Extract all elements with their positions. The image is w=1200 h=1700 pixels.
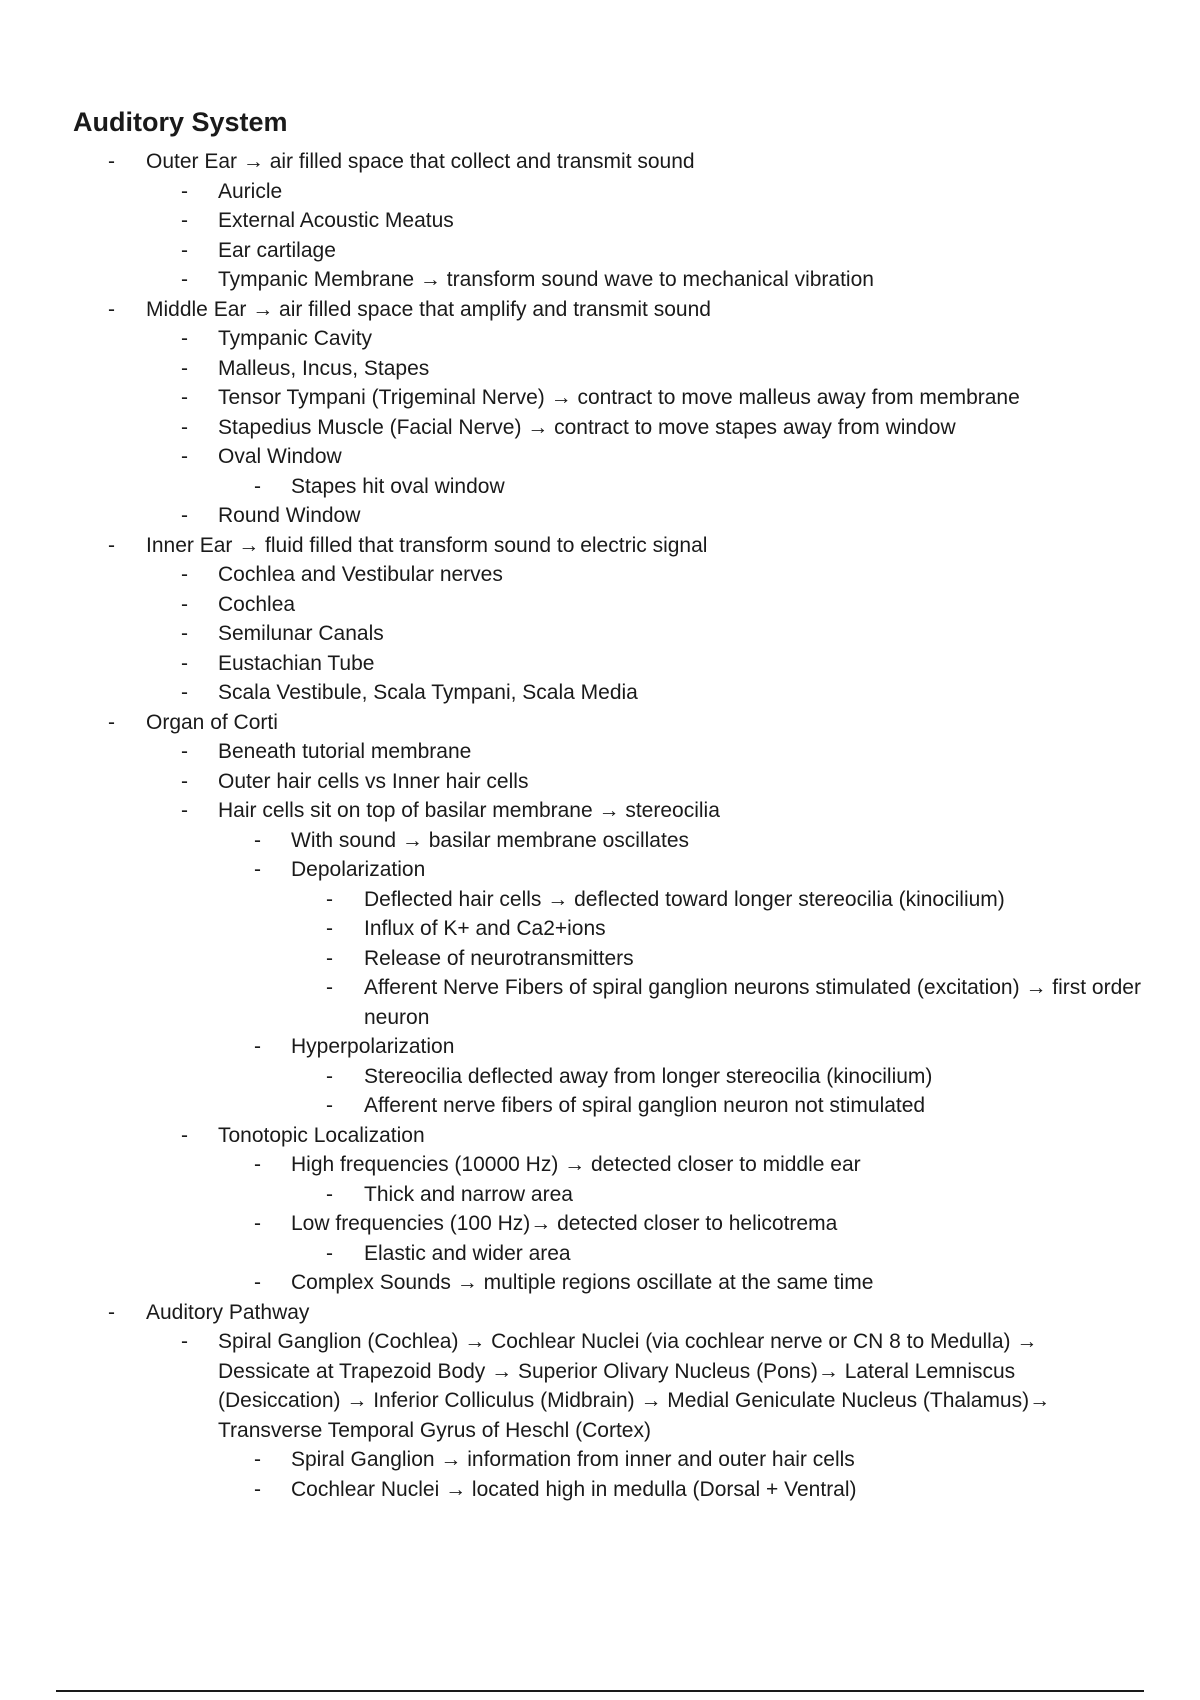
- list-item-text: Low frequencies (100 Hz)→ detected closer to helicotrema: [291, 1212, 838, 1235]
- bullet-dash: -: [181, 268, 188, 291]
- list-item-text: Hyperpolarization: [291, 1035, 455, 1058]
- list-item-text: Influx of K+ and Ca2+ions: [364, 917, 606, 940]
- list-item: [0, 1298, 1200, 1328]
- list-item: [0, 354, 1200, 384]
- list-item: [0, 1150, 1200, 1180]
- list-item-text: Malleus, Incus, Stapes: [218, 356, 430, 380]
- list-item-text: Oval Window: [218, 445, 342, 468]
- list-item: [0, 1475, 1200, 1505]
- list-item: [0, 796, 1200, 826]
- bullet-dash: -: [181, 445, 188, 468]
- bullet-dash: -: [181, 1330, 188, 1353]
- list-item: [0, 855, 1200, 885]
- list-item-text: Cochlear Nuclei → located high in medulla (Dorsal + Ventral): [291, 1477, 857, 1501]
- bullet-dash: -: [181, 1123, 188, 1147]
- bullet-dash: -: [108, 533, 115, 557]
- page-title: Auditory System: [73, 107, 288, 137]
- bullet-dash: -: [326, 1064, 333, 1088]
- list-item-text: Tonotopic Localization: [218, 1123, 425, 1147]
- list-item-text: Thick and narrow area: [364, 1182, 573, 1206]
- bullet-dash: -: [181, 740, 188, 763]
- list-item-text: Organ of Corti: [146, 710, 278, 734]
- list-item: [0, 1268, 1200, 1298]
- list-item-text: Outer hair cells vs Inner hair cells: [218, 769, 529, 793]
- list-item-text: Stereocilia deflected away from longer stereocilia (kinocilium): [364, 1064, 933, 1088]
- list-item: [0, 501, 1200, 531]
- list-item-text: Afferent Nerve Fibers of spiral ganglion neurons stimulated (excitation) → first order neuron: [364, 976, 1141, 1029]
- footer-divider: [56, 1690, 1144, 1692]
- list-item: [0, 177, 1200, 207]
- list-item-text: Complex Sounds → multiple regions oscillate at the same time: [291, 1271, 874, 1294]
- list-item-text: External Acoustic Meatus: [218, 209, 454, 232]
- list-item-text: Ear cartilage: [218, 238, 336, 262]
- bullet-dash: -: [108, 710, 115, 734]
- list-item: [0, 737, 1200, 767]
- list-item: [0, 1239, 1200, 1269]
- bullet-dash: -: [181, 504, 188, 527]
- list-item-text: Hair cells sit on top of basilar membrane → stereocilia: [218, 799, 720, 822]
- list-item-text: Middle Ear → air filled space that amplify and transmit sound: [146, 297, 711, 321]
- list-item: [0, 265, 1200, 295]
- list-item-text: Elastic and wider area: [364, 1241, 571, 1265]
- list-item: [0, 560, 1200, 590]
- list-item: [0, 914, 1200, 944]
- list-item: [0, 1445, 1200, 1475]
- list-item-text: Semilunar Canals: [218, 622, 384, 645]
- list-item: [0, 236, 1200, 266]
- bullet-dash: -: [181, 327, 188, 350]
- list-item-text: Cochlea: [218, 592, 296, 616]
- list-item-text: Inner Ear → fluid filled that transform sound to electric signal: [146, 533, 708, 557]
- list-item: [0, 531, 1200, 561]
- list-item-text: Tympanic Cavity: [218, 327, 373, 350]
- list-item: [0, 472, 1200, 502]
- list-item: [0, 1062, 1200, 1092]
- list-item: [0, 1327, 1110, 1445]
- bullet-dash: -: [181, 622, 188, 645]
- list-item: [0, 649, 1200, 679]
- list-item-text: Outer Ear → air filled space that collect and transmit sound: [146, 150, 695, 173]
- list-item-text: Spiral Ganglion (Cochlea) → Cochlear Nuclei (via cochlear nerve or CN 8 to Medulla) → Dessicate at Trapezoid Body → Superior Olivary Nucleus (Pons)→ Lateral Lemniscus (Desiccation) → Inferior Colliculus (Midbrain) → Medial Geniculate Nucleus (Thalamus)→ Transverse Temporal Gyrus of Heschl (Cortex): [218, 1330, 1051, 1442]
- bullet-dash: -: [254, 1477, 261, 1501]
- list-item-text: Depolarization: [291, 858, 426, 881]
- list-item-text: Afferent nerve fibers of spiral ganglion neuron not stimulated: [364, 1094, 926, 1117]
- list-item: [0, 678, 1200, 708]
- list-item-text: Cochlea and Vestibular nerves: [218, 563, 503, 586]
- bullet-dash: -: [254, 858, 261, 881]
- list-item: [0, 1032, 1200, 1062]
- list-item: [0, 708, 1200, 738]
- bullet-dash: -: [326, 887, 333, 911]
- list-item-text: Scala Vestibule, Scala Tympani, Scala Media: [218, 681, 638, 704]
- list-item: [0, 1121, 1200, 1151]
- bullet-dash: -: [108, 297, 115, 321]
- bullet-dash: -: [254, 1035, 261, 1058]
- bullet-dash: -: [181, 592, 188, 616]
- list-item: [0, 826, 1200, 856]
- list-item: [0, 442, 1200, 472]
- list-item-text: Stapedius Muscle (Facial Nerve) → contract to move stapes away from window: [218, 415, 956, 439]
- bullet-dash: -: [326, 976, 333, 999]
- bullet-dash: -: [181, 415, 188, 439]
- bullet-dash: -: [181, 799, 188, 822]
- bullet-dash: -: [181, 209, 188, 232]
- list-item-text: Deflected hair cells → deflected toward longer stereocilia (kinocilium): [364, 887, 1005, 911]
- bullet-dash: -: [181, 386, 188, 409]
- bullet-dash: -: [254, 1271, 261, 1294]
- list-item-text: Tympanic Membrane → transform sound wave to mechanical vibration: [218, 268, 874, 291]
- bullet-dash: -: [326, 1241, 333, 1265]
- list-item-text: Round Window: [218, 504, 361, 527]
- bullet-dash: -: [108, 150, 115, 173]
- list-item: [0, 383, 1200, 413]
- bullet-dash: -: [181, 356, 188, 380]
- list-item-text: Release of neurotransmitters: [364, 946, 634, 970]
- list-item-text: Auricle: [218, 179, 283, 203]
- list-item: [0, 885, 1200, 915]
- bullet-dash: -: [326, 1094, 333, 1117]
- bullet-dash: -: [326, 946, 333, 970]
- list-item: [0, 413, 1200, 443]
- list-item-text: Spiral Ganglion → information from inner and outer hair cells: [291, 1448, 855, 1471]
- list-item: [0, 590, 1200, 620]
- list-item: [0, 944, 1200, 974]
- bullet-dash: -: [181, 238, 188, 262]
- list-item: [0, 324, 1200, 354]
- bullet-dash: -: [254, 1212, 261, 1235]
- list-item: [0, 295, 1200, 325]
- list-item-text: Tensor Tympani (Trigeminal Nerve) → contract to move malleus away from membrane: [218, 386, 1020, 409]
- list-item-text: Beneath tutorial membrane: [218, 740, 472, 763]
- list-item-text: High frequencies (10000 Hz) → detected closer to middle ear: [291, 1153, 861, 1176]
- list-item-text: Auditory Pathway: [146, 1300, 310, 1324]
- bullet-dash: -: [181, 651, 188, 675]
- list-item: [0, 1180, 1200, 1210]
- list-item: [0, 973, 1144, 1032]
- list-item: [0, 619, 1200, 649]
- list-item: [0, 1209, 1200, 1239]
- bullet-dash: -: [254, 828, 261, 852]
- bullet-dash: -: [181, 769, 188, 793]
- list-item-text: Eustachian Tube: [218, 651, 375, 675]
- bullet-dash: -: [254, 474, 261, 498]
- bullet-dash: -: [254, 1153, 261, 1176]
- bullet-dash: -: [108, 1300, 115, 1324]
- bullet-dash: -: [326, 917, 333, 940]
- list-item-text: With sound → basilar membrane oscillates: [291, 828, 689, 852]
- list-item: [0, 767, 1200, 797]
- bullet-dash: -: [181, 681, 188, 704]
- bullet-dash: -: [181, 179, 188, 203]
- bullet-dash: -: [181, 563, 188, 586]
- bullet-dash: -: [326, 1182, 333, 1206]
- bullet-dash: -: [254, 1448, 261, 1471]
- list-item-text: Stapes hit oval window: [291, 474, 505, 498]
- list-item: [0, 206, 1200, 236]
- notes-outline: [0, 147, 1200, 1504]
- list-item: [0, 147, 1200, 177]
- list-item: [0, 1091, 1200, 1121]
